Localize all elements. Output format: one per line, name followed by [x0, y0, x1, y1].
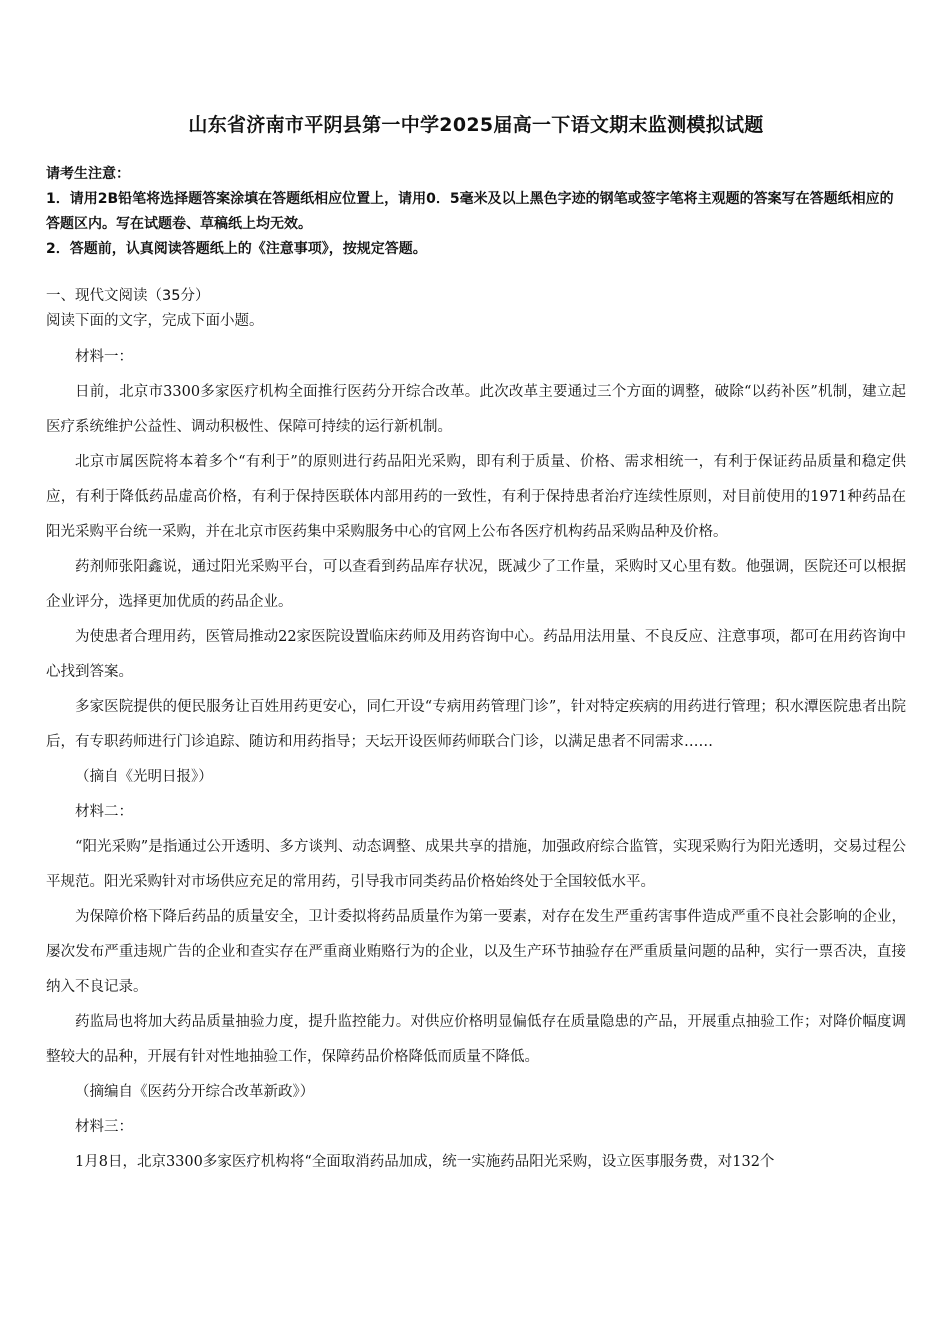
- candidate-notice: [46, 162, 906, 262]
- passage-paragraph: 1月8日，北京3300多家医疗机构将“全面取消药品加成，统一实施药品阳光采购，设立医事服务费，对132个: [75, 1154, 775, 1170]
- material-label-3: 材料三：: [75, 1119, 133, 1135]
- exam-title: 山东省济南市平阴县第一中学2025届高一下语文期末监测模拟试题: [188, 114, 764, 136]
- passage-paragraph: 北京市属医院将本着多个“有利于”的原则进行药品阳光采购，即有利于质量、价格、需求相统一，有利于保证药品质量和稳定供应，有利于降低药品虚高价格，有利于保持医联体内部用药的一致性，有利于保持患者治疗连续性原则，对目前使用的1971种药品在阳光采购平台统一采购，并在北京市医药集中采购服务中心的官网上公布各医疗机构药品采购品种及价格。: [46, 454, 906, 540]
- passage-paragraph: 为使患者合理用药，医管局推动22家医院设置临床药师及用药咨询中心。药品用法用量、不良反应、注意事项，都可在用药咨询中心找到答案。: [46, 629, 906, 680]
- section-heading-reading: 一、现代文阅读（35分）: [46, 288, 210, 304]
- notice-item-2: 2．答题前，认真阅读答题纸上的《注意事项》，按规定答题。: [46, 241, 427, 257]
- passage-paragraph: “阳光采购”是指通过公开透明、多方谈判、动态调整、成果共享的措施，加强政府综合监管，实现采购行为阳光透明，交易过程公平规范。阳光采购针对市场供应充足的常用药，引导我市同类药品价格始终处于全国较低水平。: [46, 839, 906, 890]
- notice-item-1: 1．请用2B铅笔将选择题答案涂填在答题纸相应位置上，请用0．5毫米及以上黑色字迹的钢笔或签字笔将主观题的答案写在答题纸相应的答题区内。写在试题卷、草稿纸上均无效。: [46, 191, 894, 232]
- material-label-1: 材料一：: [75, 349, 133, 365]
- passage-paragraph: 为保障价格下降后药品的质量安全，卫计委拟将药品质量作为第一要素，对存在发生严重药害事件造成严重不良社会影响的企业，屡次发布严重违规广告的企业和查实存在严重商业贿赂行为的企业，以及生产环节抽验存在严重质量问题的品种，实行一票否决，直接纳入不良记录。: [46, 909, 906, 995]
- passage-paragraph: 多家医院提供的便民服务让百姓用药更安心，同仁开设“专病用药管理门诊”，针对特定疾病的用药进行管理；积水潭医院患者出院后，有专职药师进行门诊追踪、随访和用药指导；天坛开设医师药师联合门诊，以满足患者不同需求……: [46, 699, 906, 750]
- reading-instruction: 阅读下面的文字，完成下面小题。: [46, 313, 264, 329]
- material-label-2: 材料二：: [75, 804, 133, 820]
- reading-passage: [46, 340, 906, 1180]
- source-citation-1: （摘自《光明日报》）: [75, 769, 213, 785]
- exam-page: [46, 108, 906, 1180]
- notice-heading: 请考生注意：: [46, 166, 130, 182]
- passage-paragraph: 药监局也将加大药品质量抽验力度，提升监控能力。对供应价格明显偏低存在质量隐患的产品，开展重点抽验工作；对降价幅度调整较大的品种，开展有针对性地抽验工作，保障药品价格降低而质量不降低。: [46, 1014, 906, 1065]
- passage-paragraph: 药剂师张阳鑫说，通过阳光采购平台，可以查看到药品库存状况，既减少了工作量，采购时又心里有数。他强调，医院还可以根据企业评分，选择更加优质的药品企业。: [46, 559, 906, 610]
- passage-paragraph: 日前，北京市3300多家医疗机构全面推行医药分开综合改革。此次改革主要通过三个方面的调整，破除“以药补医”机制，建立起医疗系统维护公益性、调动积极性、保障可持续的运行新机制。: [46, 384, 906, 435]
- source-citation-2: （摘编自《医药分开综合改革新政》）: [75, 1084, 315, 1100]
